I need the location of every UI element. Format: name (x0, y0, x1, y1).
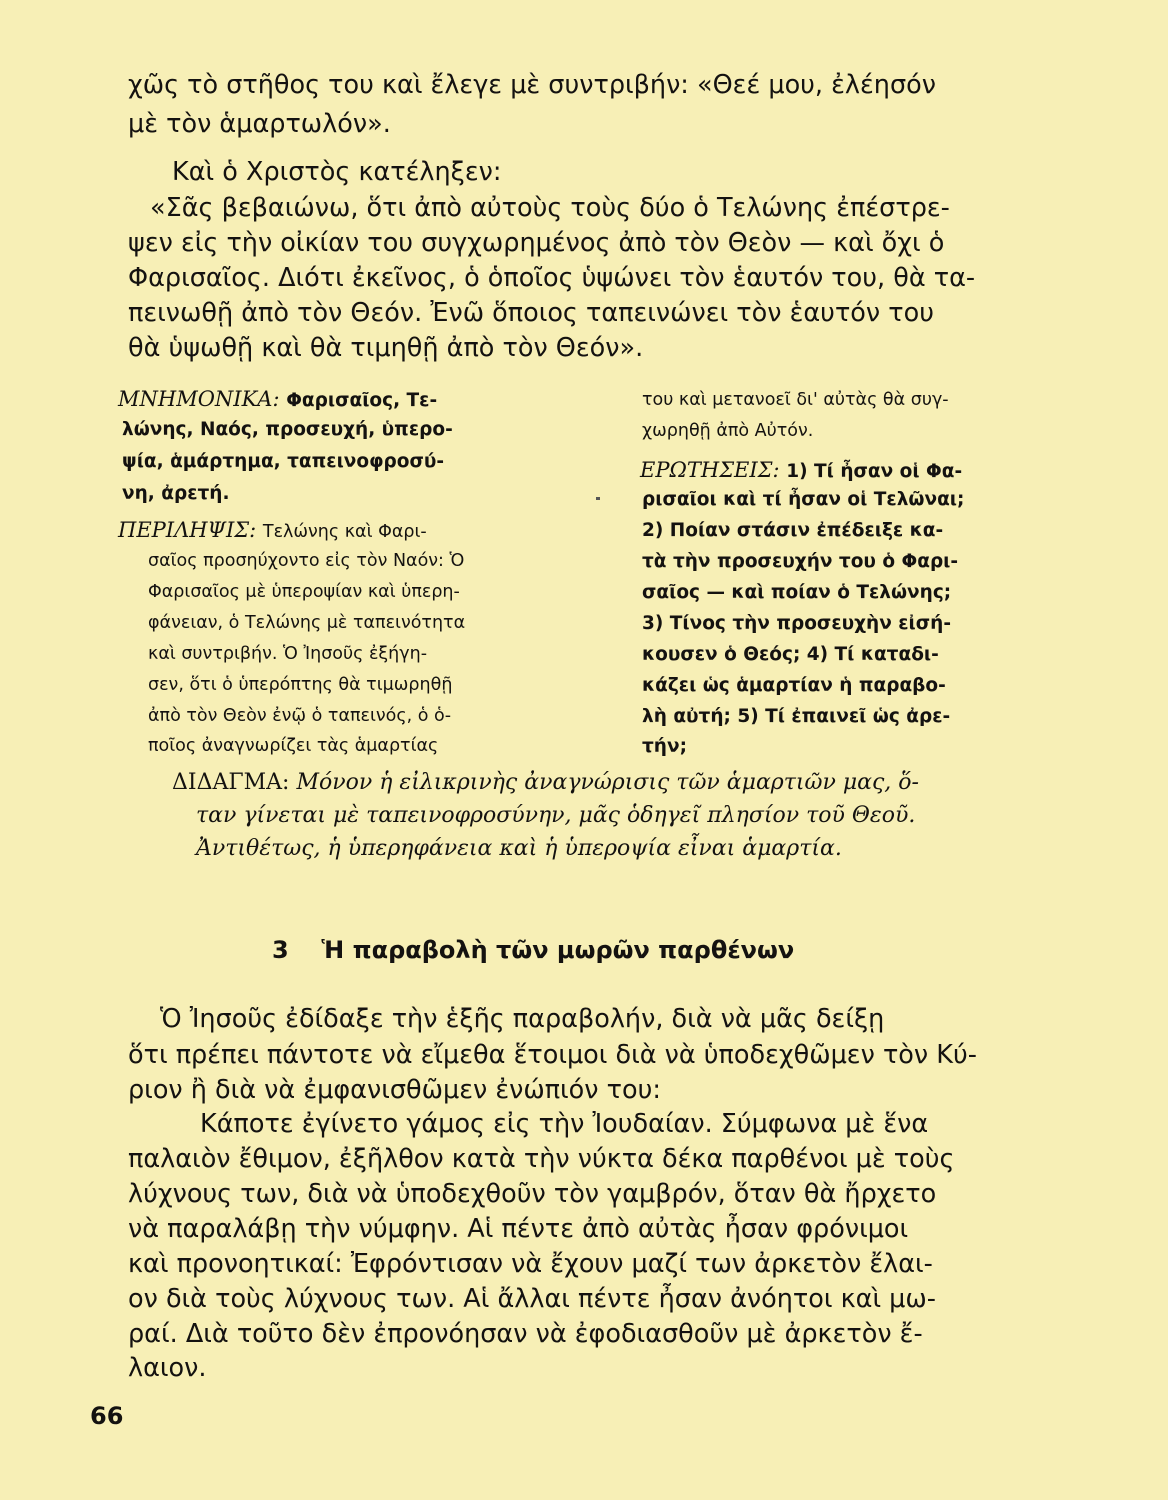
perilipsis-label: ΠΕΡΙΛΗΨΙΣ (118, 518, 250, 542)
mnemonika-line: νη, ἀρετή. (122, 483, 230, 504)
text-line: Φαρισαῖος. Διότι ἐκεῖνος, ὁ ὁποῖος ὑψώνει τὸν ἑαυτόν του, θὰ τα- (128, 263, 976, 293)
perilipsis-line: ἀπὸ τὸν Θεὸν ἐνῷ ὁ ταπεινός, ὁ ὁ- (148, 706, 452, 726)
erotiseis-line: τήν; (642, 736, 687, 757)
erotiseis-text: 1) Τί ἦσαν οἱ Φα- (786, 461, 963, 482)
mnemonika-line (118, 387, 437, 411)
section-number: 3 (272, 936, 289, 964)
erotiseis-line: κουσεν ὁ Θεός; 4) Τί καταδι- (642, 644, 939, 665)
text-line: ψεν εἰς τὴν οἰκίαν του συγχωρημένος ἀπὸ τὸν Θεὸν — καὶ ὄχι ὁ (128, 228, 945, 258)
text-line: ραί. Διὰ τοῦτο δὲν ἐπρονόησαν νὰ ἐφοδιασθοῦν μὲ ἀρκετὸν ἔ- (128, 1319, 923, 1349)
perilipsis-line: φάνειαν, ὁ Τελώνης μὲ ταπεινότητα (148, 613, 466, 633)
text-line: Καὶ ὁ Χριστὸς κατέληξεν: (172, 157, 502, 187)
text-line: παλαιὸν ἔθιμον, ἐξῆλθον κατὰ τὴν νύκτα δέκα παρθένοι μὲ τοὺς (128, 1144, 955, 1174)
text-line: καὶ προνοητικαί: Ἐφρόντισαν νὰ ἔχουν μαζί των ἀρκετὸν ἔλαι- (128, 1249, 933, 1279)
didagma-label: ΔΙΔΑΓΜΑ (172, 770, 283, 795)
perilipsis-line: Φαρισαῖος μὲ ὑπεροψίαν καὶ ὑπερη- (148, 582, 460, 602)
continuation-line: του καὶ μετανοεῖ δι' αὐτὰς θὰ συγ- (642, 390, 949, 410)
mnemonika-line: ψία, ἁμάρτημα, ταπεινοφροσύ- (122, 451, 445, 472)
perilipsis-line: σεν, ὅτι ὁ ὑπερόπτης θὰ τιμωρηθῇ (148, 675, 453, 695)
stray-mark (596, 497, 600, 500)
erotiseis-label: ΕΡΩΤΗΣΕΙΣ (640, 458, 773, 482)
text-line: πεινωθῇ ἀπὸ τὸν Θεόν. Ἐνῶ ὅποιος ταπεινώνει τὸν ἑαυτόν του (128, 298, 934, 328)
mnemonika-text: Φαρισαῖος, Τε- (286, 390, 438, 411)
text-line: θὰ ὑψωθῇ καὶ θὰ τιμηθῇ ἀπὸ τὸν Θεόν». (128, 333, 644, 363)
erotiseis-line (640, 458, 962, 482)
text-line: Κάποτε ἐγίνετο γάμος εἰς τὴν Ἰουδαίαν. Σύμφωνα μὲ ἕνα (200, 1109, 929, 1139)
section-heading (272, 936, 794, 964)
didagma-text: Ἀντιθέτως, ἡ ὑπερηφάνεια καὶ ἡ ὑπεροψία εἶναι ἁμαρτία. (196, 836, 842, 861)
didagma-line (172, 770, 919, 795)
didagma-text: ταν γίνεται μὲ ταπεινοφροσύνην, μᾶς ὁδηγεῖ πλησίον τοῦ Θεοῦ. (196, 803, 916, 828)
text-line: νὰ παραλάβῃ τὴν νύμφην. Αἱ πέντε ἀπὸ αὐτὰς ἦσαν φρόνιμοι (128, 1214, 909, 1244)
erotiseis-line: κάζει ὡς ἁμαρτίαν ἡ παραβο- (642, 675, 946, 696)
label-colon: : (772, 458, 787, 482)
perilipsis-line: καὶ συντριβήν. Ὁ Ἰησοῦς ἐξήγη- (148, 644, 428, 664)
erotiseis-line: ρισαῖοι καὶ τί ἦσαν οἱ Τελῶναι; (642, 489, 965, 510)
text-line: ον διὰ τοὺς λύχνους των. Αἱ ἄλλαι πέντε ἦσαν ἀνόητοι καὶ μω- (128, 1284, 936, 1314)
text-line: Ὁ Ἰησοῦς ἐδίδαξε τὴν ἑξῆς παραβολήν, διὰ νὰ μᾶς δείξῃ (160, 1004, 885, 1034)
didagma-line (196, 836, 842, 861)
label-colon: : (249, 518, 263, 542)
page-number: 66 (90, 1402, 124, 1430)
erotiseis-line: σαῖος — καὶ ποίαν ὁ Τελώνης; (642, 582, 952, 603)
erotiseis-line: τὰ τὴν προσευχήν του ὁ Φαρι- (642, 551, 959, 572)
didagma-text: Μόνον ἡ εἰλικρινὴς ἀναγνώρισις τῶν ἁμαρτιῶν μας, ὅ- (296, 770, 919, 795)
perilipsis-line: σαῖος προσηύχοντο εἰς τὸν Ναόν: Ὁ (148, 551, 465, 571)
text-line: λαιον. (128, 1353, 207, 1383)
continuation-line: χωρηθῇ ἀπὸ Αὐτόν. (642, 421, 814, 441)
label-colon: : (282, 770, 297, 795)
erotiseis-line: 3) Τίνος τὴν προσευχὴν εἰσή- (642, 613, 952, 634)
perilipsis-text: Τελώνης καὶ Φαρι- (262, 522, 427, 542)
perilipsis-line (118, 518, 427, 542)
erotiseis-line: λὴ αὐτή; 5) Τί ἐπαινεῖ ὡς ἀρε- (642, 706, 951, 727)
erotiseis-line: 2) Ποίαν στάσιν ἐπέδειξε κα- (642, 520, 944, 541)
text-line: μὲ τὸν ἁμαρτωλόν». (128, 109, 391, 139)
section-title: Ἡ παραβολὴ τῶν μωρῶν παρθένων (321, 936, 795, 964)
text-line: χῶς τὸ στῆθος του καὶ ἔλεγε μὲ συντριβήν: «Θεέ μου, ἐλέησόν (128, 70, 936, 100)
text-line: «Σᾶς βεβαιώνω, ὅτι ἀπὸ αὐτοὺς τοὺς δύο ὁ Τελώνης ἐπέστρε- (150, 193, 950, 223)
text-line: ριον ἢ διὰ νὰ ἐμφανισθῶμεν ἐνώπιόν του: (128, 1075, 661, 1105)
text-line: ὅτι πρέπει πάντοτε νὰ εἴμεθα ἕτοιμοι διὰ νὰ ὑποδεχθῶμεν τὸν Κύ- (128, 1040, 977, 1070)
didagma-line (196, 803, 915, 828)
mnemonika-line: λώνης, Ναός, προσευχή, ὑπερο- (122, 419, 453, 440)
perilipsis-line: ποῖος ἀναγνωρίζει τὰς ἁμαρτίας (148, 736, 439, 756)
mnemonika-label: ΜΝΗΜΟΝΙΚΑ (118, 387, 273, 411)
text-line: λύχνους των, διὰ νὰ ὑποδεχθοῦν τὸν γαμβρόν, ὅταν θὰ ἤρχετο (128, 1179, 937, 1209)
label-colon: : (272, 387, 287, 411)
